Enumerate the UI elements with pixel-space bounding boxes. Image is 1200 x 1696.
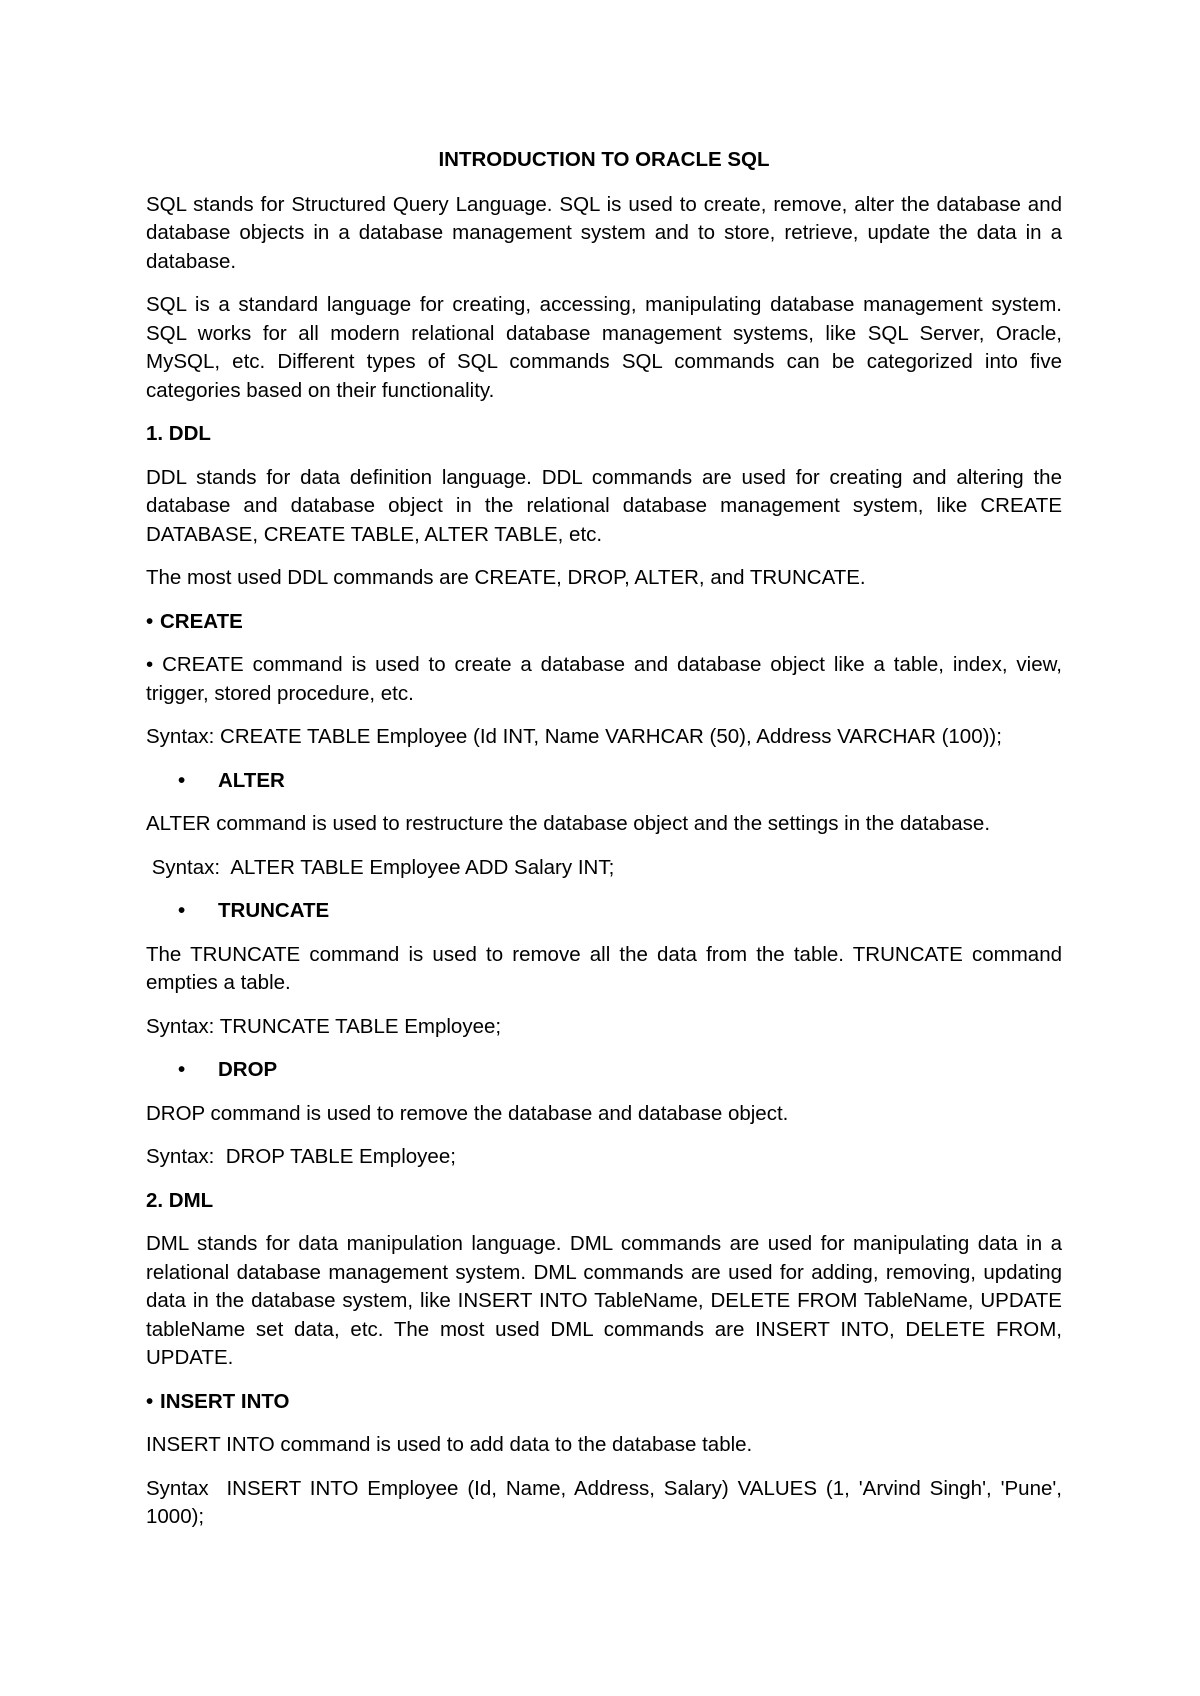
drop-syntax: Syntax: DROP TABLE Employee;: [146, 1145, 456, 1168]
alter-label: ALTER: [218, 768, 285, 792]
create-label: CREATE: [160, 609, 243, 633]
intro-paragraph-2: SQL is a standard language for creating, accessing, manipulating database management system. SQL works for all modern relational database management systems, like SQL Server, Oracle, MySQL, etc. Different types of SQL commands SQL commands can be categorized into five categories based on their functionality.: [146, 293, 1062, 402]
document-title: INTRODUCTION TO ORACLE SQL: [438, 148, 770, 171]
create-description: • CREATE command is used to create a database and database object like a table, index, view, trigger, stored procedure, etc.: [146, 653, 1062, 705]
truncate-label: TRUNCATE: [218, 899, 330, 922]
insert-bullet-heading: [146, 1388, 1062, 1417]
truncate-bullet-heading: [146, 897, 1062, 926]
intro-paragraph-1: SQL stands for Structured Query Language. SQL is used to create, remove, alter the database and database objects in a database management system and to store, retrieve, update the data in a database.: [146, 192, 1062, 273]
alter-syntax: Syntax: ALTER TABLE Employee ADD Salary INT;: [146, 855, 615, 879]
drop-description: DROP command is used to remove the database and database object.: [146, 1101, 789, 1125]
ddl-paragraph-2: The most used DDL commands are CREATE, DROP, ALTER, and TRUNCATE.: [146, 566, 866, 589]
bullet-icon: •: [178, 768, 186, 792]
bullet-icon: •: [178, 1058, 186, 1081]
drop-label: DROP: [218, 1058, 278, 1081]
dml-paragraph-1: DML stands for data manipulation language. DML commands are used for manipulating data in a relational database management system. DML commands are used for adding, removing, updating data in the database system, like INSERT INTO TableName, DELETE FROM TableName, UPDATE tableName set data, etc. The most used DML commands are INSERT INTO, DELETE FROM, UPDATE.: [146, 1232, 1062, 1369]
bullet-icon: •: [146, 609, 154, 633]
drop-bullet-heading: [146, 1056, 1062, 1085]
ddl-paragraph-1: DDL stands for data definition language. DDL commands are used for creating and altering the database and database object in the relational database management system, like CREATE DATABASE, CREATE TABLE, ALTER TABLE, etc.: [146, 465, 1062, 546]
bullet-icon: •: [178, 899, 186, 922]
alter-description: ALTER command is used to restructure the database object and the settings in the database.: [146, 812, 991, 835]
alter-bullet-heading: [146, 767, 1062, 796]
insert-syntax: Syntax INSERT INTO Employee (Id, Name, Address, Salary) VALUES (1, 'Arvind Singh', 'Pune', 1000);: [146, 1476, 1068, 1528]
ddl-heading: 1. DDL: [146, 422, 211, 445]
bullet-icon: •: [146, 1389, 154, 1413]
truncate-syntax: Syntax: TRUNCATE TABLE Employee;: [146, 1014, 502, 1038]
document-page: [146, 146, 1068, 1547]
create-syntax: Syntax: CREATE TABLE Employee (Id INT, Name VARHCAR (50), Address VARCHAR (100));: [146, 725, 1002, 748]
create-bullet-heading: [146, 608, 1062, 637]
truncate-description: The TRUNCATE command is used to remove all the data from the table. TRUNCATE command empties a table.: [146, 942, 1062, 994]
dml-heading: 2. DML: [146, 1188, 214, 1212]
insert-label: INSERT INTO: [160, 1389, 290, 1413]
insert-description: INSERT INTO command is used to add data to the database table.: [146, 1433, 753, 1456]
